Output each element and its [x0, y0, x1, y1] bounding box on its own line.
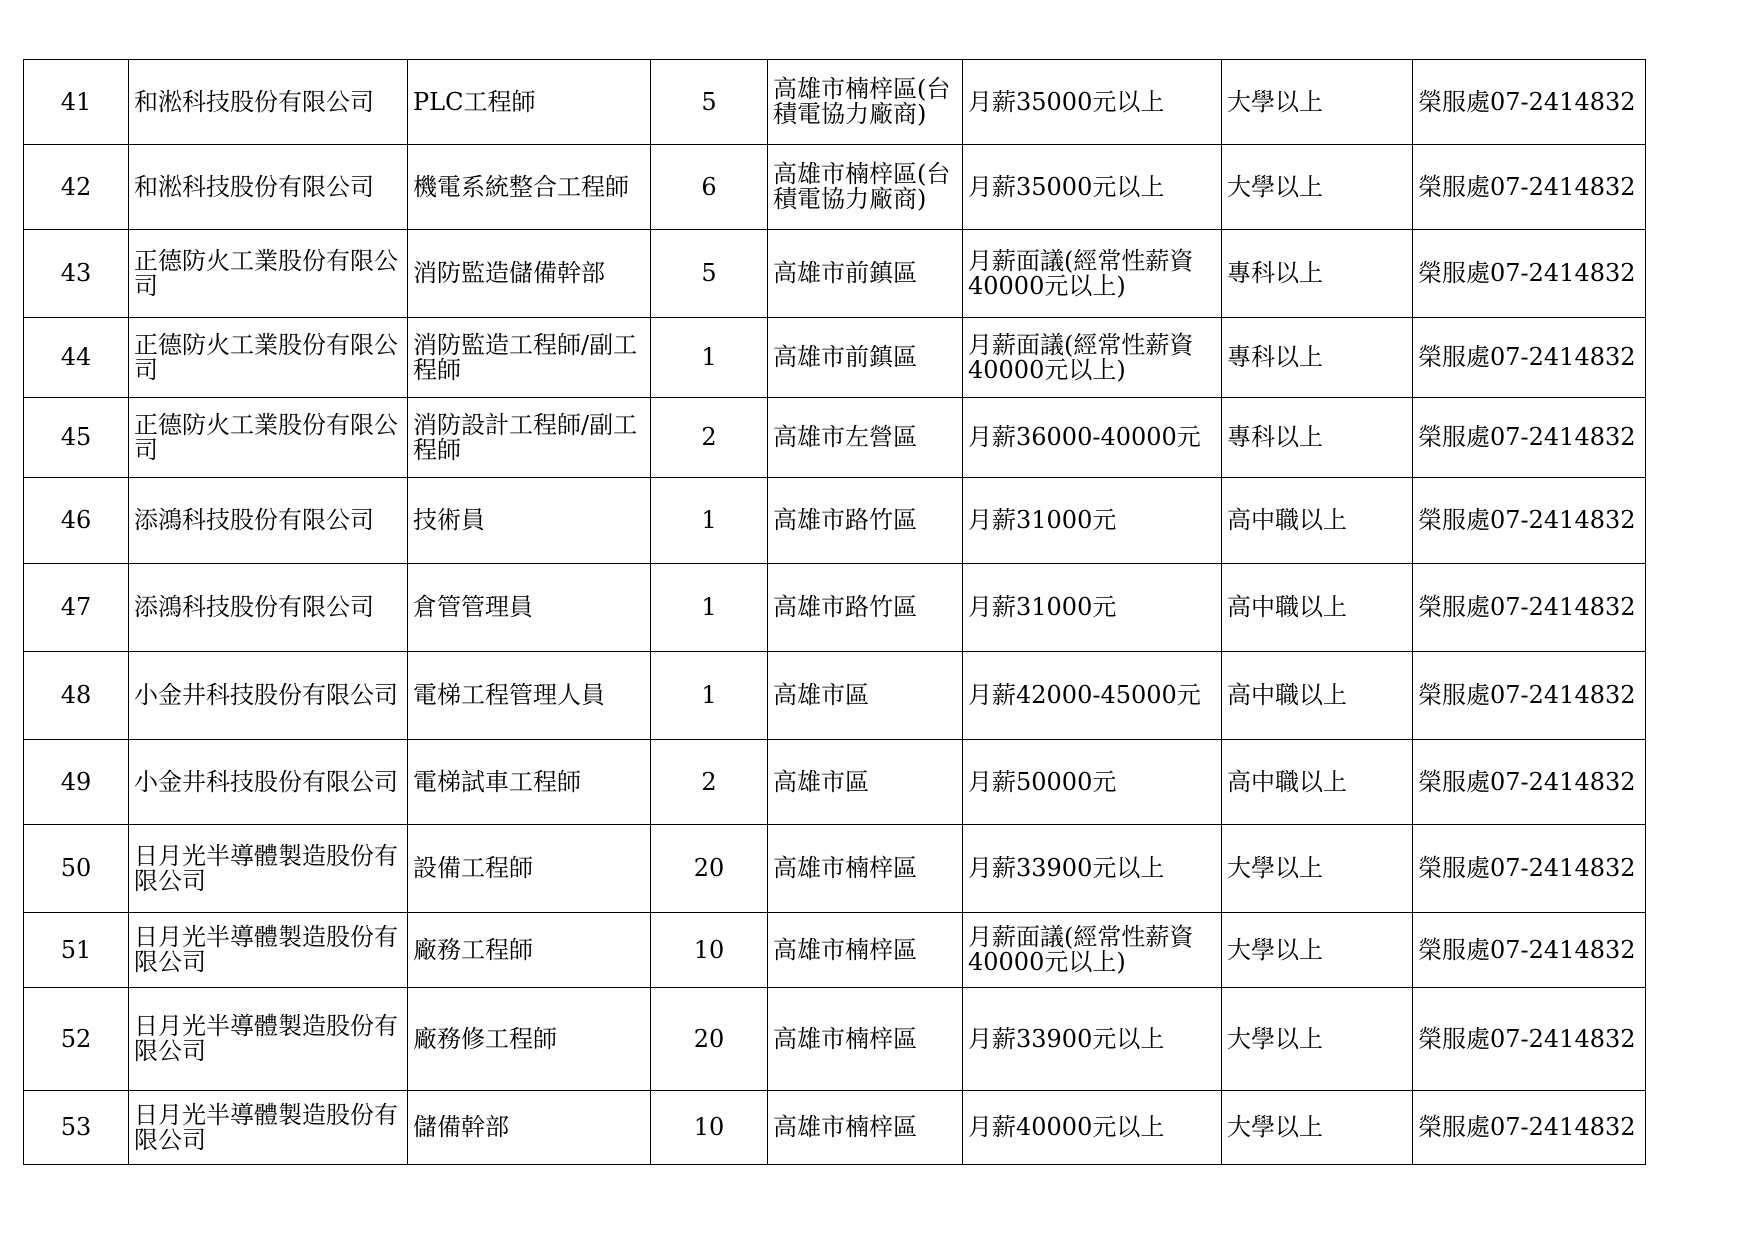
location-cell: 高雄市路竹區: [768, 564, 963, 652]
education-cell: 高中職以上: [1222, 564, 1413, 652]
job-title-cell: 消防監造工程師/副工程師: [408, 318, 651, 398]
salary-cell: 月薪36000-40000元: [963, 398, 1222, 478]
location-cell: 高雄市區: [768, 652, 963, 740]
education-cell: 大學以上: [1222, 825, 1413, 913]
salary-cell: 月薪面議(經常性薪資40000元以上): [963, 318, 1222, 398]
location-cell: 高雄市路竹區: [768, 478, 963, 564]
row-number-cell: 44: [24, 318, 129, 398]
table-row: [24, 825, 1646, 913]
job-title-cell: 技術員: [408, 478, 651, 564]
table-row: [24, 1091, 1646, 1165]
openings-count-cell: 20: [651, 825, 768, 913]
row-number-cell: 45: [24, 398, 129, 478]
job-title-cell: 電梯工程管理人員: [408, 652, 651, 740]
table-row: [24, 478, 1646, 564]
education-cell: 專科以上: [1222, 318, 1413, 398]
contact-cell: 榮服處07-2414832: [1413, 478, 1646, 564]
education-cell: 大學以上: [1222, 1091, 1413, 1165]
openings-count-cell: 2: [651, 398, 768, 478]
table-row: [24, 145, 1646, 230]
contact-cell: 榮服處07-2414832: [1413, 740, 1646, 825]
job-title-cell: 儲備幹部: [408, 1091, 651, 1165]
openings-count-cell: 1: [651, 652, 768, 740]
salary-cell: 月薪31000元: [963, 564, 1222, 652]
row-number-cell: 50: [24, 825, 129, 913]
salary-cell: 月薪33900元以上: [963, 825, 1222, 913]
openings-count-cell: 1: [651, 478, 768, 564]
table-row: [24, 913, 1646, 988]
company-cell: 小金井科技股份有限公司: [129, 652, 408, 740]
education-cell: 高中職以上: [1222, 478, 1413, 564]
education-cell: 大學以上: [1222, 913, 1413, 988]
row-number-cell: 41: [24, 60, 129, 145]
job-title-cell: PLC工程師: [408, 60, 651, 145]
contact-cell: 榮服處07-2414832: [1413, 652, 1646, 740]
row-number-cell: 49: [24, 740, 129, 825]
job-title-cell: 廠務工程師: [408, 913, 651, 988]
table-row: [24, 398, 1646, 478]
contact-cell: 榮服處07-2414832: [1413, 318, 1646, 398]
contact-cell: 榮服處07-2414832: [1413, 398, 1646, 478]
job-title-cell: 消防監造儲備幹部: [408, 230, 651, 318]
table-row: [24, 564, 1646, 652]
education-cell: 專科以上: [1222, 398, 1413, 478]
table-row: [24, 988, 1646, 1091]
openings-count-cell: 1: [651, 564, 768, 652]
education-cell: 高中職以上: [1222, 652, 1413, 740]
job-title-cell: 設備工程師: [408, 825, 651, 913]
contact-cell: 榮服處07-2414832: [1413, 913, 1646, 988]
contact-cell: 榮服處07-2414832: [1413, 145, 1646, 230]
openings-count-cell: 5: [651, 230, 768, 318]
education-cell: 大學以上: [1222, 60, 1413, 145]
openings-count-cell: 20: [651, 988, 768, 1091]
salary-cell: 月薪50000元: [963, 740, 1222, 825]
location-cell: 高雄市楠梓區(台積電協力廠商): [768, 145, 963, 230]
job-title-cell: 倉管管理員: [408, 564, 651, 652]
company-cell: 日月光半導體製造股份有限公司: [129, 825, 408, 913]
job-title-cell: 廠務修工程師: [408, 988, 651, 1091]
table-row: [24, 652, 1646, 740]
location-cell: 高雄市區: [768, 740, 963, 825]
company-cell: 和淞科技股份有限公司: [129, 60, 408, 145]
table-row: [24, 740, 1646, 825]
row-number-cell: 42: [24, 145, 129, 230]
contact-cell: 榮服處07-2414832: [1413, 988, 1646, 1091]
contact-cell: 榮服處07-2414832: [1413, 230, 1646, 318]
job-listing-table: [23, 59, 1646, 1165]
location-cell: 高雄市楠梓區(台積電協力廠商): [768, 60, 963, 145]
row-number-cell: 43: [24, 230, 129, 318]
table-row: [24, 318, 1646, 398]
openings-count-cell: 10: [651, 1091, 768, 1165]
education-cell: 大學以上: [1222, 988, 1413, 1091]
location-cell: 高雄市前鎮區: [768, 230, 963, 318]
location-cell: 高雄市楠梓區: [768, 825, 963, 913]
contact-cell: 榮服處07-2414832: [1413, 825, 1646, 913]
contact-cell: 榮服處07-2414832: [1413, 60, 1646, 145]
company-cell: 添鴻科技股份有限公司: [129, 478, 408, 564]
row-number-cell: 52: [24, 988, 129, 1091]
contact-cell: 榮服處07-2414832: [1413, 564, 1646, 652]
company-cell: 正德防火工業股份有限公司: [129, 230, 408, 318]
openings-count-cell: 10: [651, 913, 768, 988]
company-cell: 正德防火工業股份有限公司: [129, 398, 408, 478]
job-title-cell: 電梯試車工程師: [408, 740, 651, 825]
company-cell: 日月光半導體製造股份有限公司: [129, 988, 408, 1091]
openings-count-cell: 2: [651, 740, 768, 825]
company-cell: 日月光半導體製造股份有限公司: [129, 913, 408, 988]
company-cell: 小金井科技股份有限公司: [129, 740, 408, 825]
openings-count-cell: 6: [651, 145, 768, 230]
salary-cell: 月薪35000元以上: [963, 60, 1222, 145]
salary-cell: 月薪31000元: [963, 478, 1222, 564]
openings-count-cell: 1: [651, 318, 768, 398]
job-title-cell: 消防設計工程師/副工程師: [408, 398, 651, 478]
location-cell: 高雄市楠梓區: [768, 988, 963, 1091]
row-number-cell: 47: [24, 564, 129, 652]
salary-cell: 月薪40000元以上: [963, 1091, 1222, 1165]
openings-count-cell: 5: [651, 60, 768, 145]
salary-cell: 月薪面議(經常性薪資40000元以上): [963, 913, 1222, 988]
location-cell: 高雄市楠梓區: [768, 1091, 963, 1165]
company-cell: 添鴻科技股份有限公司: [129, 564, 408, 652]
job-title-cell: 機電系統整合工程師: [408, 145, 651, 230]
company-cell: 日月光半導體製造股份有限公司: [129, 1091, 408, 1165]
table-row: [24, 60, 1646, 145]
company-cell: 正德防火工業股份有限公司: [129, 318, 408, 398]
row-number-cell: 53: [24, 1091, 129, 1165]
salary-cell: 月薪35000元以上: [963, 145, 1222, 230]
location-cell: 高雄市前鎮區: [768, 318, 963, 398]
row-number-cell: 46: [24, 478, 129, 564]
education-cell: 高中職以上: [1222, 740, 1413, 825]
row-number-cell: 48: [24, 652, 129, 740]
salary-cell: 月薪33900元以上: [963, 988, 1222, 1091]
education-cell: 專科以上: [1222, 230, 1413, 318]
table-body: [24, 60, 1646, 1165]
location-cell: 高雄市左營區: [768, 398, 963, 478]
contact-cell: 榮服處07-2414832: [1413, 1091, 1646, 1165]
salary-cell: 月薪42000-45000元: [963, 652, 1222, 740]
location-cell: 高雄市楠梓區: [768, 913, 963, 988]
salary-cell: 月薪面議(經常性薪資40000元以上): [963, 230, 1222, 318]
table-row: [24, 230, 1646, 318]
company-cell: 和淞科技股份有限公司: [129, 145, 408, 230]
row-number-cell: 51: [24, 913, 129, 988]
education-cell: 大學以上: [1222, 145, 1413, 230]
